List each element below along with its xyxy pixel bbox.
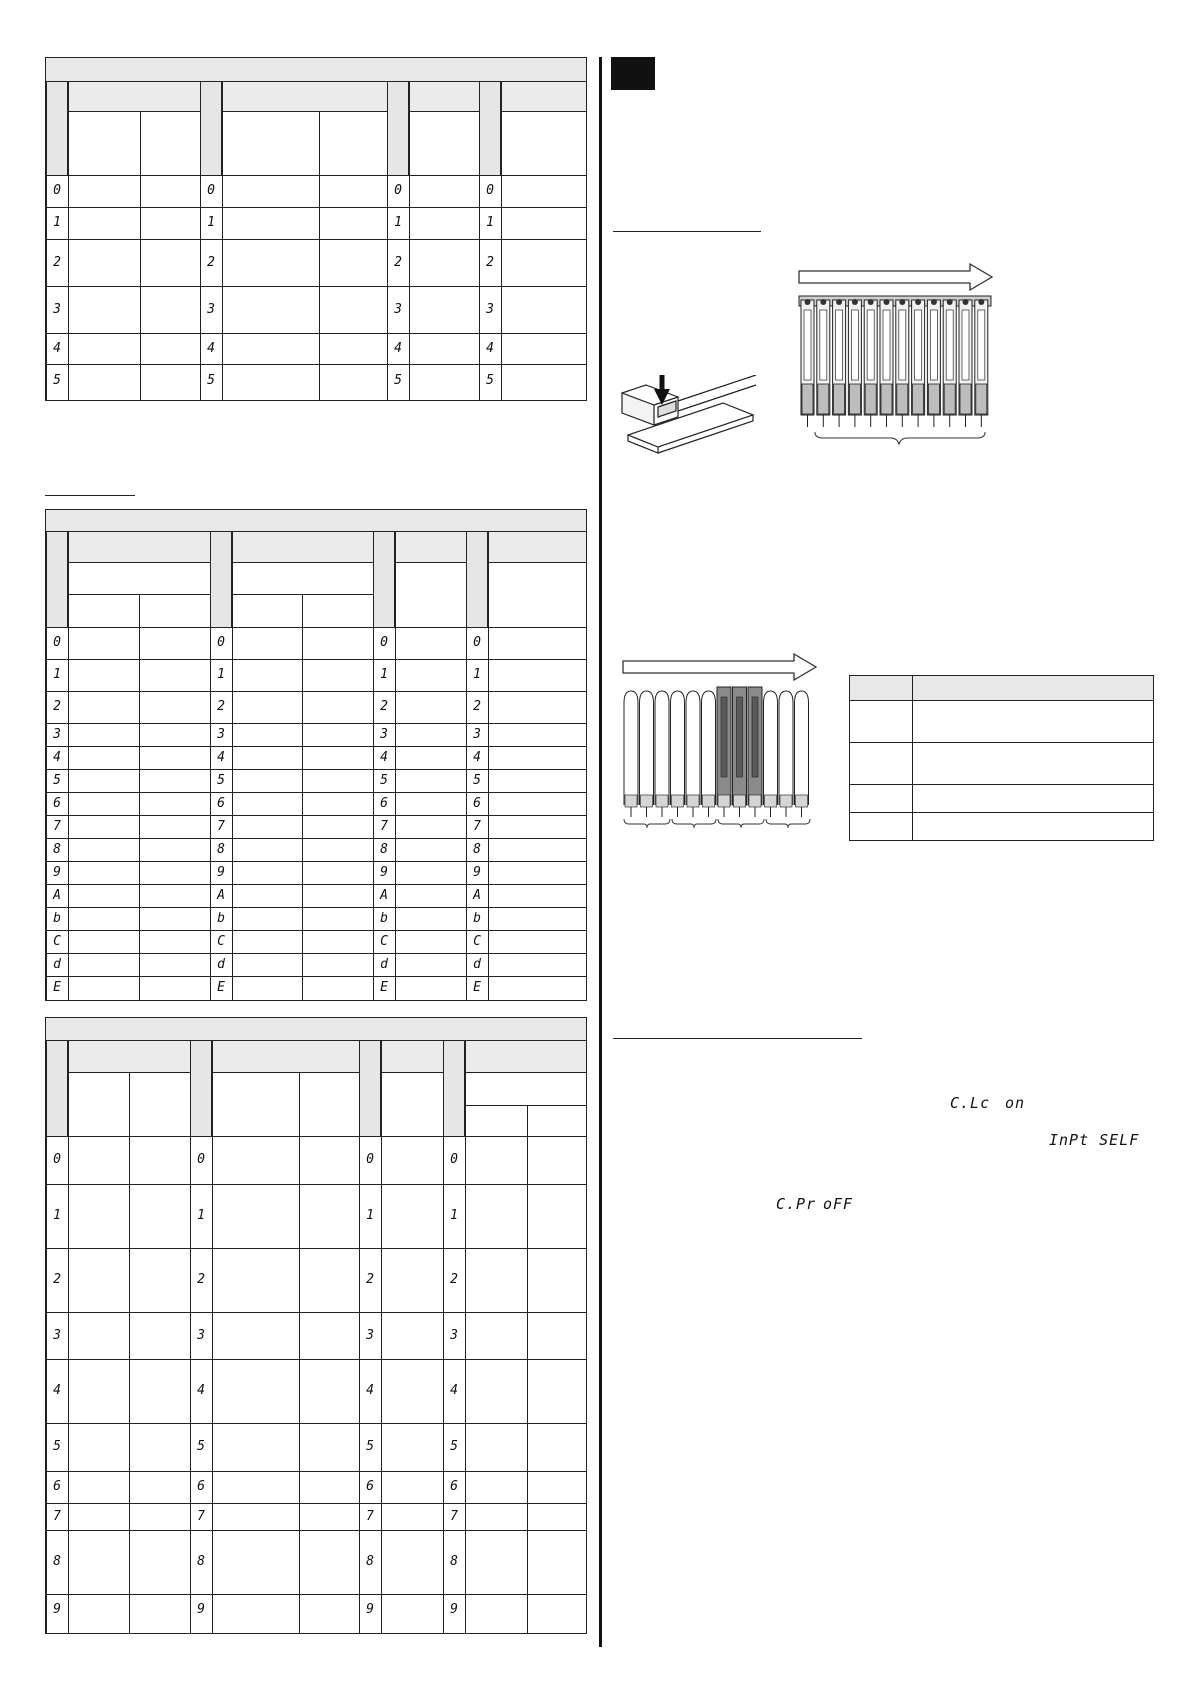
row-code: 8 <box>473 841 481 857</box>
number-column-border <box>501 82 502 400</box>
number-column-border <box>381 1041 382 1633</box>
row-code: 5 <box>450 1439 458 1454</box>
row-code: 7 <box>217 818 225 834</box>
section-badge <box>611 57 655 90</box>
code-table-2 <box>45 509 587 1001</box>
row-code: 7 <box>197 1508 205 1524</box>
lcd-c-pr: C.Pr <box>776 1195 817 1213</box>
group-header-band <box>489 532 587 563</box>
table-header <box>46 510 586 532</box>
row-code: 7 <box>53 1508 61 1524</box>
row-code: 4 <box>473 749 481 765</box>
group-header-band <box>69 1041 190 1073</box>
sensor-base <box>802 384 813 414</box>
group-header-band <box>502 82 587 112</box>
number-column-border <box>409 82 410 400</box>
sensor-window <box>915 310 922 380</box>
sensor-outline <box>655 691 669 805</box>
row-code: 9 <box>473 864 481 880</box>
row-line <box>46 838 586 839</box>
row-code: 2 <box>197 1272 205 1287</box>
row-code: 1 <box>486 215 494 230</box>
row-code: 8 <box>366 1554 374 1569</box>
row-code: 8 <box>53 841 61 857</box>
group-header-band <box>69 532 210 563</box>
row-code: 4 <box>53 340 61 356</box>
row-code: E <box>217 979 225 995</box>
lcd-off: oFF <box>823 1195 854 1213</box>
row-code: C <box>53 933 61 949</box>
row-code: 1 <box>217 667 225 682</box>
row-code: 4 <box>207 340 215 356</box>
row-code: 3 <box>380 726 388 742</box>
row-code: 9 <box>450 1602 458 1617</box>
sensor-base <box>656 795 668 807</box>
row-code: 2 <box>473 699 481 714</box>
row-code: 3 <box>450 1327 458 1343</box>
sensor-outline <box>640 691 654 805</box>
column-border <box>302 594 303 1000</box>
row-code: 2 <box>53 254 61 270</box>
row-code: 9 <box>197 1602 205 1617</box>
column-border <box>129 1073 130 1633</box>
row-code: 7 <box>450 1508 458 1524</box>
row-code: 4 <box>394 340 402 356</box>
sensor-base <box>881 384 892 414</box>
sensor-led <box>820 299 826 305</box>
row-line <box>46 1423 586 1424</box>
row-line <box>46 1503 586 1504</box>
group-header-band <box>466 1041 587 1073</box>
group-header-band <box>396 532 466 563</box>
row-code: C <box>380 933 388 949</box>
row-code: 8 <box>380 841 388 857</box>
row-code: 2 <box>366 1272 374 1287</box>
group-header-band <box>69 82 200 112</box>
sensor-window <box>962 310 969 380</box>
group-header-band <box>410 82 479 112</box>
row-code: 7 <box>473 818 481 834</box>
row-line <box>46 861 586 862</box>
row-code: 8 <box>217 841 225 857</box>
sensor-window <box>752 697 758 777</box>
group-number-header <box>46 532 68 627</box>
row-code: 5 <box>366 1439 374 1454</box>
row-code: 1 <box>53 1208 61 1223</box>
sensor-window <box>820 310 827 380</box>
row-code: 1 <box>394 215 402 230</box>
row-line <box>46 333 586 334</box>
row-line <box>46 1184 586 1185</box>
row-code: 6 <box>53 795 61 811</box>
row-code: b <box>53 910 61 926</box>
row-line <box>46 364 586 365</box>
row-code: 2 <box>380 699 388 714</box>
row-code: 5 <box>217 772 225 788</box>
sensor-led <box>931 299 937 305</box>
row-line <box>46 792 586 793</box>
direction-arrow-1 <box>798 262 994 292</box>
row-code: b <box>473 910 481 926</box>
row-line <box>46 746 586 747</box>
row-line <box>46 659 586 660</box>
legend-row-line <box>850 812 1153 813</box>
row-code: 2 <box>53 1272 61 1287</box>
sensor-led <box>852 299 858 305</box>
row-code: 6 <box>53 1479 61 1494</box>
row-code: d <box>217 956 225 972</box>
row-code: 9 <box>53 1602 61 1617</box>
sensor-window <box>946 310 953 380</box>
group-number-header <box>46 1041 68 1136</box>
number-column-border <box>68 1041 69 1633</box>
row-code: 4 <box>197 1383 205 1398</box>
row-code: A <box>217 887 225 903</box>
row-code: 5 <box>53 772 61 788</box>
sensor-led <box>805 299 811 305</box>
sensor-led <box>978 299 984 305</box>
column-border <box>140 112 141 400</box>
row-code: 0 <box>53 1152 61 1167</box>
row-line <box>46 953 586 954</box>
row-code: A <box>473 887 481 903</box>
row-code: 6 <box>197 1479 205 1494</box>
sensor-base <box>976 384 987 414</box>
row-code: b <box>380 910 388 926</box>
sensor-window <box>851 310 858 380</box>
row-code: 2 <box>394 254 402 270</box>
number-column-border <box>465 1041 466 1633</box>
sensor-window <box>930 310 937 380</box>
sensor-outline <box>795 691 809 805</box>
rail-mounting-illustration <box>618 375 758 455</box>
column-border <box>299 1073 300 1633</box>
sensor-led <box>884 299 890 305</box>
row-line <box>46 1471 586 1472</box>
sensor-base <box>718 795 730 807</box>
row-code: 6 <box>217 795 225 811</box>
sensor-base <box>687 795 699 807</box>
row-code: 4 <box>450 1383 458 1398</box>
sensor-outline <box>624 691 638 805</box>
row-line <box>46 930 586 931</box>
number-column-border <box>222 82 223 400</box>
row-code: 2 <box>53 699 61 714</box>
row-code: d <box>53 956 61 972</box>
group-header-band <box>382 1041 443 1073</box>
sensor-base <box>703 795 715 807</box>
row-code: 4 <box>53 749 61 765</box>
row-code: 6 <box>366 1479 374 1494</box>
column-divider <box>599 57 602 1647</box>
row-code: 4 <box>366 1383 374 1398</box>
sensor-base <box>849 384 860 414</box>
row-code: 1 <box>366 1208 374 1223</box>
row-code: E <box>53 979 61 995</box>
group-number-header <box>479 82 501 175</box>
row-code: 1 <box>53 667 61 682</box>
sensor-window <box>867 310 874 380</box>
row-line <box>46 976 586 977</box>
sensor-outline <box>671 691 685 805</box>
row-line <box>46 286 586 287</box>
row-code: C <box>217 933 225 949</box>
section-underline-2 <box>613 1038 862 1039</box>
sensor-led <box>868 299 874 305</box>
row-code: b <box>217 910 225 926</box>
sensor-window <box>978 310 985 380</box>
row-code: 4 <box>486 340 494 356</box>
row-code: 3 <box>53 726 61 742</box>
row-line <box>46 239 586 240</box>
row-line <box>46 207 586 208</box>
row-code: 9 <box>53 864 61 880</box>
row-code: 0 <box>394 183 402 198</box>
sensor-base <box>834 384 845 414</box>
table-header <box>46 58 586 82</box>
sensor-group-illustration <box>620 683 820 833</box>
group-number-header <box>210 532 232 627</box>
row-code: 7 <box>366 1508 374 1524</box>
row-code: 5 <box>380 772 388 788</box>
sensor-outline <box>764 691 778 805</box>
group-brace <box>815 432 985 444</box>
sensor-base <box>928 384 939 414</box>
table-header <box>46 1018 586 1041</box>
group-brace <box>766 819 810 828</box>
row-line <box>46 815 586 816</box>
group-number-header <box>46 82 68 175</box>
row-code: E <box>380 979 388 995</box>
lcd-c-lc: C.Lc <box>950 1094 991 1112</box>
sensor-base <box>641 795 653 807</box>
lcd-on: on <box>1005 1094 1026 1112</box>
sensor-base <box>818 384 829 414</box>
row-code: 0 <box>486 183 494 198</box>
sensor-led <box>836 299 842 305</box>
row-code: 7 <box>380 818 388 834</box>
sensor-led <box>947 299 953 305</box>
row-code: 5 <box>486 372 494 388</box>
row-line <box>46 691 586 692</box>
row-code: 4 <box>217 749 225 765</box>
row-code: 3 <box>217 726 225 742</box>
row-code: 1 <box>473 667 481 682</box>
row-code: 3 <box>366 1327 374 1343</box>
body-top-line <box>46 175 586 176</box>
row-code: E <box>473 979 481 995</box>
row-code: 5 <box>53 372 61 388</box>
row-line <box>46 1248 586 1249</box>
row-code: 2 <box>217 699 225 714</box>
sensor-led <box>915 299 921 305</box>
lcd-inpt-self: InPt SELF <box>1049 1131 1140 1149</box>
row-code: 1 <box>380 667 388 682</box>
column-border <box>319 112 320 400</box>
code-table-3 <box>45 1017 587 1634</box>
row-code: 5 <box>473 772 481 788</box>
group-header-band <box>223 82 387 112</box>
legend-row-line <box>850 784 1153 785</box>
row-code: d <box>473 956 481 972</box>
row-code: 0 <box>380 635 388 650</box>
sensor-base <box>913 384 924 414</box>
row-code: 3 <box>53 1327 61 1343</box>
sensor-led <box>963 299 969 305</box>
row-code: C <box>473 933 481 949</box>
group-header-band <box>213 1041 359 1073</box>
group-number-header <box>359 1041 381 1136</box>
row-code: 0 <box>197 1152 205 1167</box>
sensor-base <box>897 384 908 414</box>
sensor-row-illustration <box>795 292 995 447</box>
row-code: 8 <box>197 1554 205 1569</box>
row-code: 1 <box>207 215 215 230</box>
row-code: 7 <box>53 818 61 834</box>
row-code: 9 <box>380 864 388 880</box>
row-line <box>46 1312 586 1313</box>
sensor-window <box>804 310 811 380</box>
sensor-led <box>899 299 905 305</box>
row-line <box>46 907 586 908</box>
legend-row-line <box>850 742 1153 743</box>
row-code: 6 <box>450 1479 458 1494</box>
sensor-base <box>944 384 955 414</box>
row-code: 5 <box>207 372 215 388</box>
row-code: 9 <box>366 1602 374 1617</box>
row-code: 4 <box>53 1383 61 1398</box>
row-code: 3 <box>473 726 481 742</box>
row-line <box>46 1530 586 1531</box>
row-code: d <box>380 956 388 972</box>
row-code: 5 <box>53 1439 61 1454</box>
row-code: 3 <box>53 301 61 317</box>
section-underline-left <box>45 495 135 496</box>
body-top-line <box>46 1136 586 1137</box>
row-code: 8 <box>53 1554 61 1569</box>
group-number-header <box>200 82 222 175</box>
row-code: 0 <box>207 183 215 198</box>
group-brace <box>718 819 764 828</box>
row-code: 3 <box>197 1327 205 1343</box>
row-code: 3 <box>394 301 402 317</box>
sensor-base <box>672 795 684 807</box>
sensor-outline <box>779 691 793 805</box>
row-code: 0 <box>473 635 481 650</box>
row-line <box>46 884 586 885</box>
row-code: 3 <box>486 301 494 317</box>
group-number-header <box>373 532 395 627</box>
row-code: A <box>380 887 388 903</box>
row-code: A <box>53 887 61 903</box>
sensor-window <box>836 310 843 380</box>
direction-arrow-2 <box>622 652 818 682</box>
row-line <box>46 1359 586 1360</box>
sensor-base <box>960 384 971 414</box>
number-column-border <box>212 1041 213 1633</box>
sensor-base <box>780 795 792 807</box>
row-code: 0 <box>217 635 225 650</box>
group-number-header <box>443 1041 465 1136</box>
row-code: 5 <box>394 372 402 388</box>
code-table-1 <box>45 57 587 401</box>
group-number-header <box>387 82 409 175</box>
group-brace <box>672 819 716 828</box>
section-underline-1 <box>613 231 761 232</box>
sensor-window <box>737 697 743 777</box>
row-code: 0 <box>53 635 61 650</box>
sub-header-line <box>233 594 373 595</box>
sensor-base <box>865 384 876 414</box>
sensor-window <box>721 697 727 777</box>
column-border <box>139 594 140 1000</box>
row-code: 1 <box>53 215 61 230</box>
group-brace <box>624 819 670 828</box>
sensor-window <box>899 310 906 380</box>
row-code: 2 <box>450 1272 458 1287</box>
sensor-base <box>625 795 637 807</box>
row-code: 9 <box>217 864 225 880</box>
row-code: 1 <box>450 1208 458 1223</box>
row-code: 2 <box>207 254 215 270</box>
row-code: 4 <box>380 749 388 765</box>
sensor-base <box>796 795 808 807</box>
legend-header <box>850 676 1153 701</box>
sensor-base <box>765 795 777 807</box>
group-number-header <box>190 1041 212 1136</box>
sensor-outline <box>686 691 700 805</box>
sensor-outline <box>702 691 716 805</box>
group-header-band <box>233 532 373 563</box>
sensor-window <box>883 310 890 380</box>
row-code: 6 <box>380 795 388 811</box>
group-number-header <box>466 532 488 627</box>
row-line <box>46 1594 586 1595</box>
row-code: 8 <box>450 1554 458 1569</box>
row-line <box>46 769 586 770</box>
row-code: 0 <box>53 183 61 198</box>
number-column-border <box>68 82 69 400</box>
row-code: 1 <box>197 1208 205 1223</box>
row-code: 0 <box>366 1152 374 1167</box>
legend-column-divider <box>912 676 913 840</box>
row-code: 2 <box>486 254 494 270</box>
legend-table <box>849 675 1154 841</box>
row-code: 5 <box>197 1439 205 1454</box>
row-line <box>46 723 586 724</box>
row-code: 6 <box>473 795 481 811</box>
row-code: 3 <box>207 301 215 317</box>
sensor-base <box>749 795 761 807</box>
sensor-base <box>734 795 746 807</box>
body-top-line <box>46 627 586 628</box>
row-code: 0 <box>450 1152 458 1167</box>
